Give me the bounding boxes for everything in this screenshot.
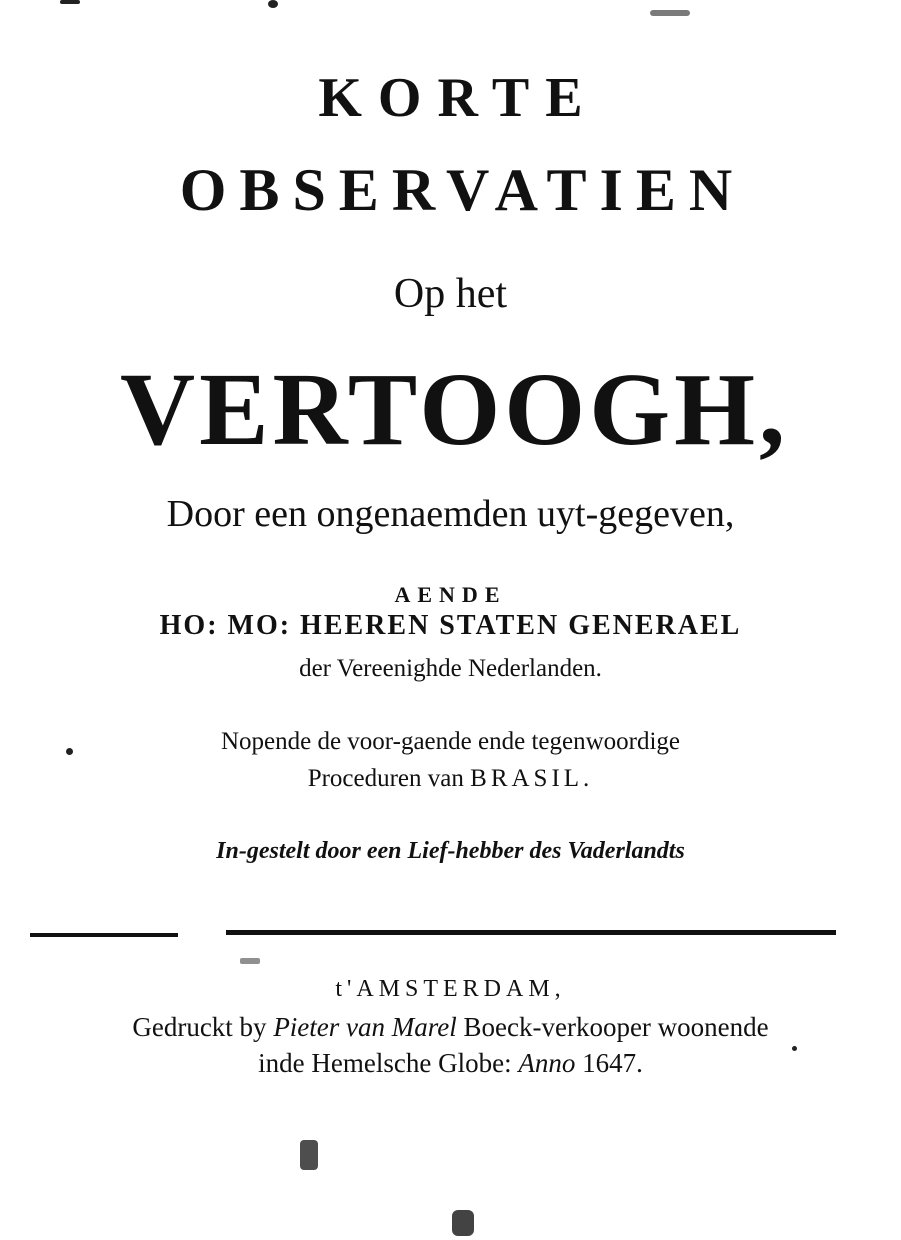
anno-label: Anno (518, 1048, 576, 1078)
imprint-printer-line (0, 1012, 901, 1043)
author-line: In-gestelt door een Lief-hebber des Vaderlandts (216, 838, 685, 864)
ink-speck (792, 1046, 797, 1051)
imprint-address-line (0, 1048, 901, 1079)
divider-rule-left (30, 933, 178, 937)
printer-name: Pieter van Marel (273, 1012, 457, 1042)
ink-speck (650, 10, 690, 16)
ink-speck (240, 958, 260, 964)
addressee-line: HO: MO: HEEREN STATEN GENERAEL (159, 610, 742, 641)
title-line-op-het: Op het (393, 271, 508, 317)
title-line-vertoogh: VERTOOGH, (120, 352, 789, 467)
printer-prefix: Gedruckt by (132, 1012, 267, 1042)
imprint-city: t'AMSTERDAM, (335, 976, 566, 1002)
printer-suffix: Boeck-verkooper woonende (463, 1012, 769, 1042)
ink-speck (66, 748, 73, 755)
ink-speck (268, 0, 278, 8)
title-line-observatien: OBSERVATIEN (179, 157, 746, 223)
ink-speck (300, 1140, 318, 1170)
ink-speck (60, 0, 80, 4)
concerning-place: BRASIL. (470, 765, 594, 792)
imprint-address: inde Hemelsche Globe: (258, 1048, 512, 1078)
divider-rule-right (226, 930, 836, 935)
title-line-korte: KORTE (318, 67, 599, 129)
addressee-line-2: der Vereenighde Nederlanden. (299, 655, 602, 682)
imprint-year: 1647. (582, 1048, 643, 1078)
concerning-prefix: Proceduren van (307, 765, 464, 792)
ink-speck (452, 1210, 474, 1236)
concerning-line-2 (0, 765, 901, 793)
aende-label: AENDE (394, 582, 507, 607)
subtitle-door-een: Door een ongenaemden uyt-gegeven, (166, 493, 735, 535)
concerning-line-1: Nopende de voor-gaende ende tegenwoordige (220, 728, 681, 755)
